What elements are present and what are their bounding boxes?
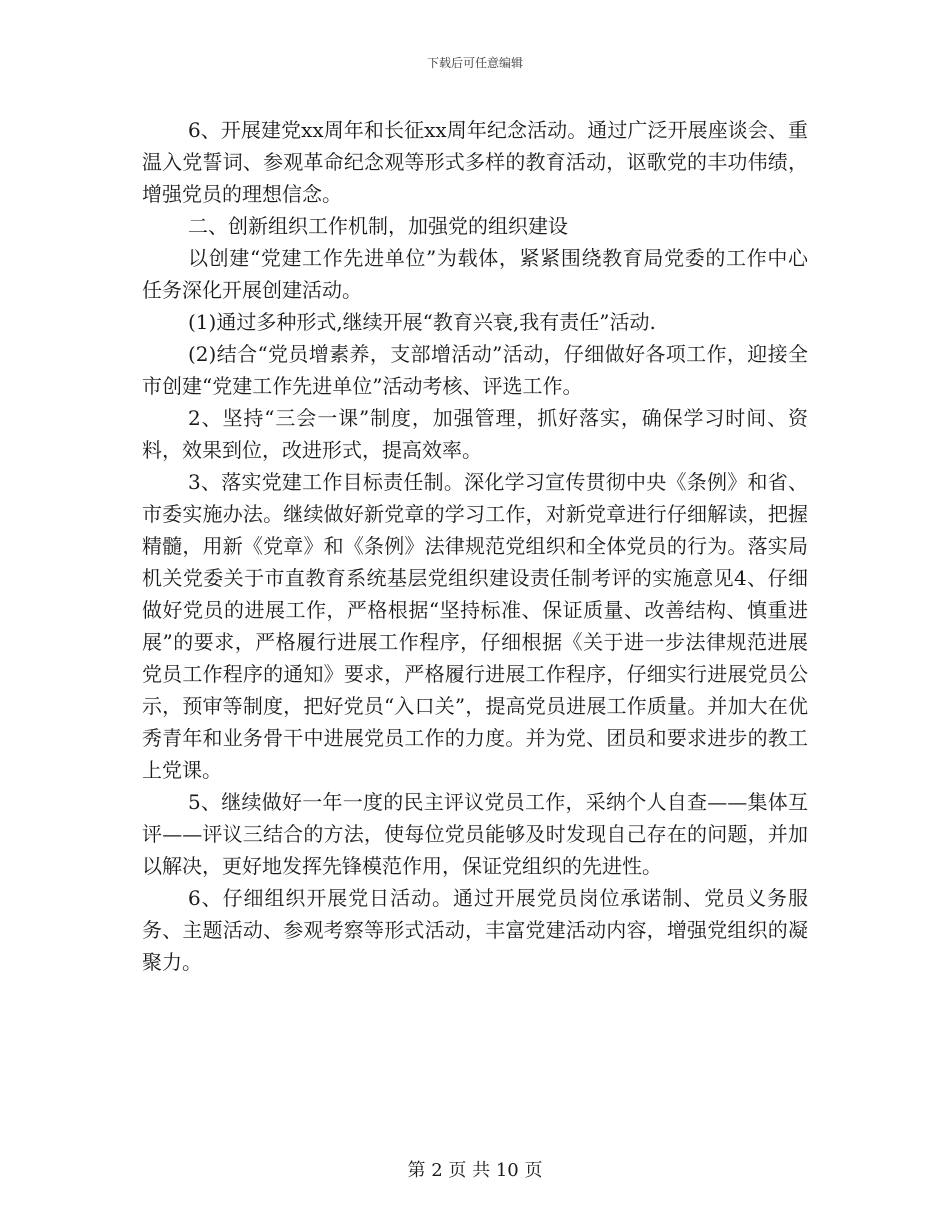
paragraph: 6、仔细组织开展党日活动。通过开展党员岗位承诺制、党员义务服务、主题活动、参观考察等形式活动，丰富党建活动内容，增强党组织的凝聚力。 <box>142 886 808 974</box>
paragraph: 3、落实党建工作目标责任制。深化学习宣传贯彻中央《条例》和省、市委实施办法。继续做好新党章的学习工作，对新党章进行仔细解读，把握精髓，用新《党章》和《条例》法律规范党组织和全体党员的行为。落实局机关党委关于市直教育系统基层党组织建设责任制考评的实施意见4、仔细做好党员的进展工作，严格根据“坚持标准、保证质量、改善结构、慎重进展”的要求，严格履行进展工作程序，仔细根据《关于进一步法律规范进展党员工作程序的通知》要求，严格履行进展工作程序，仔细实行进展党员公示，预审等制度，把好党员“入口关”，提高党员进展工作质量。并加大在优秀青年和业务骨干中进展党员工作的力度。并为党、团员和要求进步的教工上党课。 <box>142 470 808 782</box>
section-heading: 二、创新组织工作机制，加强党的组织建设 <box>188 214 568 238</box>
list-item: (1)通过多种形式,继续开展“教育兴衰,我有责任”活动. <box>188 310 656 334</box>
paragraph: 6、开展建党xx周年和长征xx周年纪念活动。通过广泛开展座谈会、重温入党誓词、参观革命纪念观等形式多样的教育活动，讴歌党的丰功伟绩，增强党员的理想信念。 <box>142 118 808 206</box>
document-body <box>142 114 808 978</box>
paragraph: 5、继续做好一年一度的民主评议党员工作，采纳个人自查——集体互评——评议三结合的方法，使每位党员能够及时发现自己存在的问题，并加以解决，更好地发挥先锋模范作用，保证党组织的先进性。 <box>142 790 808 878</box>
paragraph: 2、坚持“三会一课”制度，加强管理，抓好落实，确保学习时间、资料，效果到位，改进形式，提高效率。 <box>142 406 808 462</box>
paragraph: 以创建“党建工作先进单位”为载体，紧紧围绕教育局党委的工作中心任务深化开展创建活动。 <box>142 246 808 302</box>
page-header: 下载后可任意编辑 <box>426 56 523 70</box>
list-item: (2)结合“党员增素养，支部增活动”活动，仔细做好各项工作，迎接全市创建“党建工作先进单位”活动考核、评选工作。 <box>142 342 808 398</box>
page-number: 第 2 页 共 10 页 <box>407 1160 543 1181</box>
